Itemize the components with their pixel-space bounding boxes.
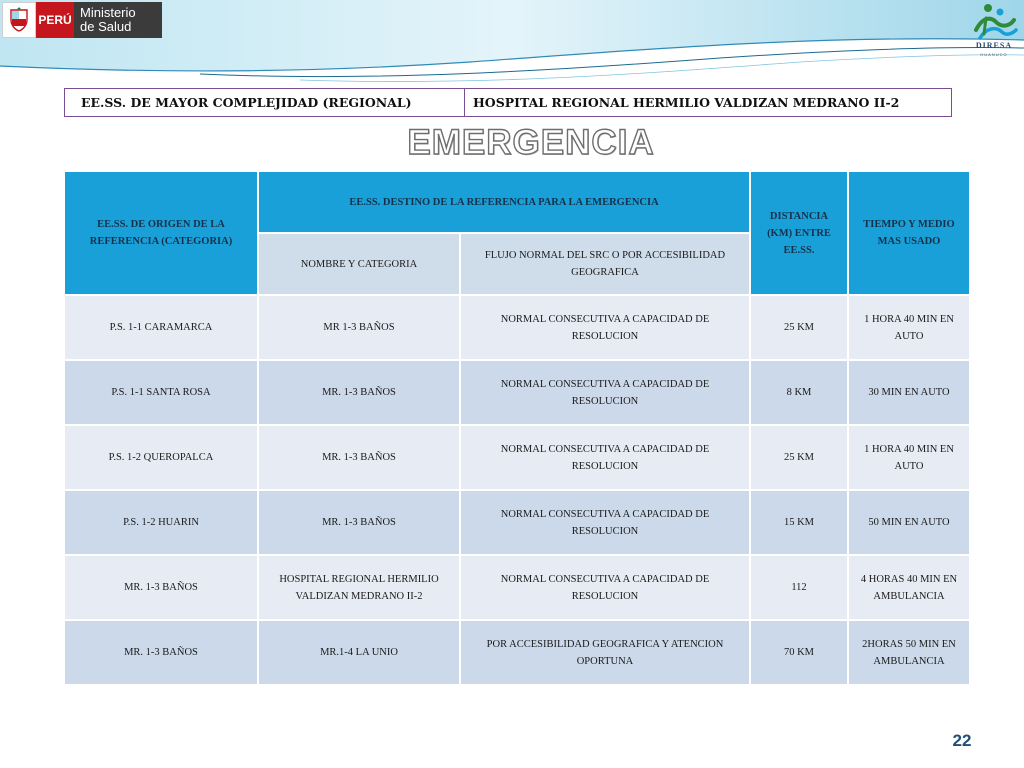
cell-time: 2HORAS 50 MIN EN AMBULANCIA [848, 620, 970, 685]
cell-distance: 15 KM [750, 490, 848, 555]
cell-flow: NORMAL CONSECUTIVA A CAPACIDAD DE RESOLUCION [460, 360, 750, 425]
cell-time: 1 HORA 40 MIN EN AUTO [848, 425, 970, 490]
cell-destination: MR.1-4 LA UNIO [258, 620, 460, 685]
column-header-destination-group: EE.SS. DESTINO DE LA REFERENCIA PARA LA EMERGENCIA [258, 171, 750, 233]
cell-origin: P.S. 1-2 QUEROPALCA [64, 425, 258, 490]
right-title: HOSPITAL REGIONAL HERMILIO VALDIZAN MEDRANO II-2 [473, 95, 900, 110]
cell-origin: MR. 1-3 BAÑOS [64, 555, 258, 620]
header-title-box [64, 88, 952, 117]
cell-distance: 8 KM [750, 360, 848, 425]
column-header-distance: DISTANCIA (KM) ENTRE EE.SS. [750, 171, 848, 295]
column-header-origin: EE.SS. DE ORIGEN DE LA REFERENCIA (CATEGORIA) [64, 171, 258, 295]
table-row [64, 295, 970, 360]
column-header-time: TIEMPO Y MEDIO MAS USADO [848, 171, 970, 295]
diresa-name: DIRESA [975, 41, 1013, 50]
table-row [64, 425, 970, 490]
table-row [64, 620, 970, 685]
minsa-logo [2, 2, 162, 38]
cell-destination: MR 1-3 BAÑOS [258, 295, 460, 360]
cell-origin: MR. 1-3 BAÑOS [64, 620, 258, 685]
cell-time: 50 MIN EN AUTO [848, 490, 970, 555]
cell-distance: 112 [750, 555, 848, 620]
ministry-name [74, 2, 162, 38]
diresa-logo [966, 0, 1022, 60]
cell-origin: P.S. 1-1 SANTA ROSA [64, 360, 258, 425]
coat-of-arms-icon [2, 2, 36, 38]
column-header-flow: FLUJO NORMAL DEL SRC O POR ACCESIBILIDAD GEOGRAFICA [460, 233, 750, 295]
cell-distance: 25 KM [750, 425, 848, 490]
table-row [64, 490, 970, 555]
referral-table [63, 170, 969, 686]
column-header-name-category: NOMBRE Y CATEGORIA [258, 233, 460, 295]
cell-destination: MR. 1-3 BAÑOS [258, 490, 460, 555]
cell-flow: NORMAL CONSECUTIVA A CAPACIDAD DE RESOLUCION [460, 295, 750, 360]
cell-destination: HOSPITAL REGIONAL HERMILIO VALDIZAN MEDRANO II-2 [258, 555, 460, 620]
cell-distance: 70 KM [750, 620, 848, 685]
cell-origin: P.S. 1-2 HUARIN [64, 490, 258, 555]
cell-time: 1 HORA 40 MIN EN AUTO [848, 295, 970, 360]
table-row [64, 360, 970, 425]
cell-flow: NORMAL CONSECUTIVA A CAPACIDAD DE RESOLUCION [460, 555, 750, 620]
cell-flow: NORMAL CONSECUTIVA A CAPACIDAD DE RESOLUCION [460, 425, 750, 490]
cell-time: 4 HORAS 40 MIN EN AMBULANCIA [848, 555, 970, 620]
cell-destination: MR. 1-3 BAÑOS [258, 360, 460, 425]
diresa-figure-icon [966, 0, 1022, 44]
page-number: 22 [952, 731, 972, 750]
cell-destination: MR. 1-3 BAÑOS [258, 425, 460, 490]
ministry-name-line2: de Salud [80, 19, 132, 34]
cell-flow: NORMAL CONSECUTIVA A CAPACIDAD DE RESOLUCION [460, 490, 750, 555]
cell-origin: P.S. 1-1 CARAMARCA [64, 295, 258, 360]
page-title: EMERGENCIA [407, 123, 655, 162]
cell-distance: 25 KM [750, 295, 848, 360]
table-row [64, 555, 970, 620]
diresa-sub: HUANUCO [980, 52, 1008, 57]
cell-flow: POR ACCESIBILIDAD GEOGRAFICA Y ATENCION OPORTUNA [460, 620, 750, 685]
cell-time: 30 MIN EN AUTO [848, 360, 970, 425]
ministry-name-line1: Ministerio [80, 5, 136, 20]
left-title: EE.SS. DE MAYOR COMPLEJIDAD (REGIONAL) [65, 89, 465, 116]
peru-label: PERÚ [36, 2, 74, 38]
